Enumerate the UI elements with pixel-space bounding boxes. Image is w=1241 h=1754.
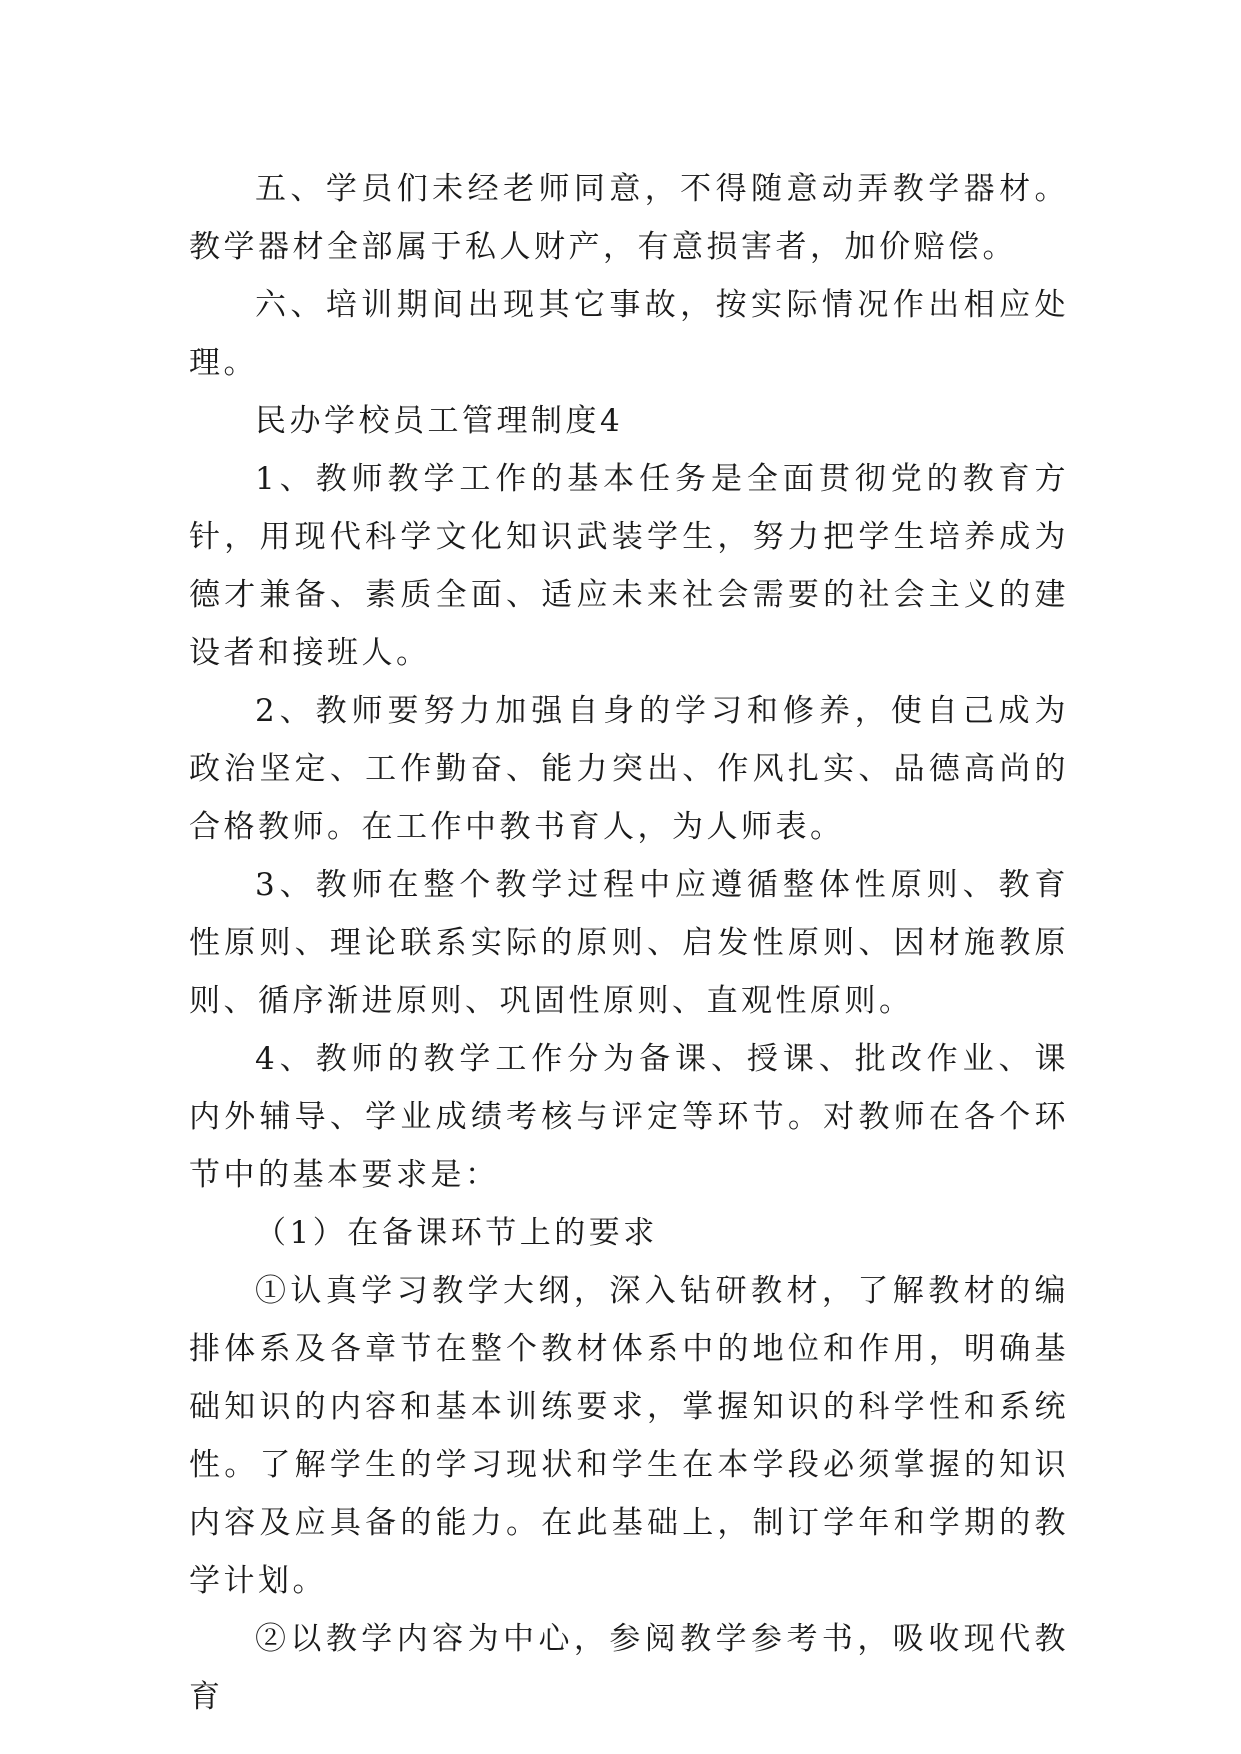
paragraph-rule-3: 3、教师在整个教学过程中应遵循整体性原则、教育性原则、理论联系实际的原则、启发性原则、因材施教原则、循序渐进原则、巩固性原则、直观性原则。: [189, 867, 1069, 1019]
paragraph-item-5: 五、学员们未经老师同意，不得随意动弄教学器材。教学器材全部属于私人财产，有意损害者，加价赔偿。: [189, 171, 1069, 265]
paragraph-rule-2: 2、教师要努力加强自身的学习和修养，使自己成为政治坚定、工作勤奋、能力突出、作风扎实、品德高尚的合格教师。在工作中教书育人，为人师表。: [189, 693, 1069, 845]
paragraph-point-1: ①认真学习教学大纲，深入钻研教材，了解教材的编排体系及各章节在整个教材体系中的地位和作用，明确基础知识的内容和基本训练要求，掌握知识的科学性和系统性。了解学生的学习现状和学生在本学段必须掌握的知识内容及应具备的能力。在此基础上，制订学年和学期的教学计划。: [189, 1273, 1069, 1599]
paragraph-rule-4: 4、教师的教学工作分为备课、授课、批改作业、课内外辅导、学业成绩考核与评定等环节。对教师在各个环节中的基本要求是：: [189, 1041, 1069, 1193]
section-heading: 民办学校员工管理制度4: [255, 403, 624, 439]
paragraph-item-6: 六、培训期间出现其它事故，按实际情况作出相应处理。: [189, 287, 1069, 381]
document-body: [189, 160, 1069, 1726]
paragraph-point-2: ②以教学内容为中心，参阅教学参考书，吸收现代教育: [189, 1621, 1069, 1715]
subheading-lesson-prep: （1）在备课环节上的要求: [255, 1215, 658, 1251]
paragraph-rule-1: 1、教师教学工作的基本任务是全面贯彻党的教育方针，用现代科学文化知识武装学生，努力把学生培养成为德才兼备、素质全面、适应未来社会需要的社会主义的建设者和接班人。: [189, 461, 1069, 671]
